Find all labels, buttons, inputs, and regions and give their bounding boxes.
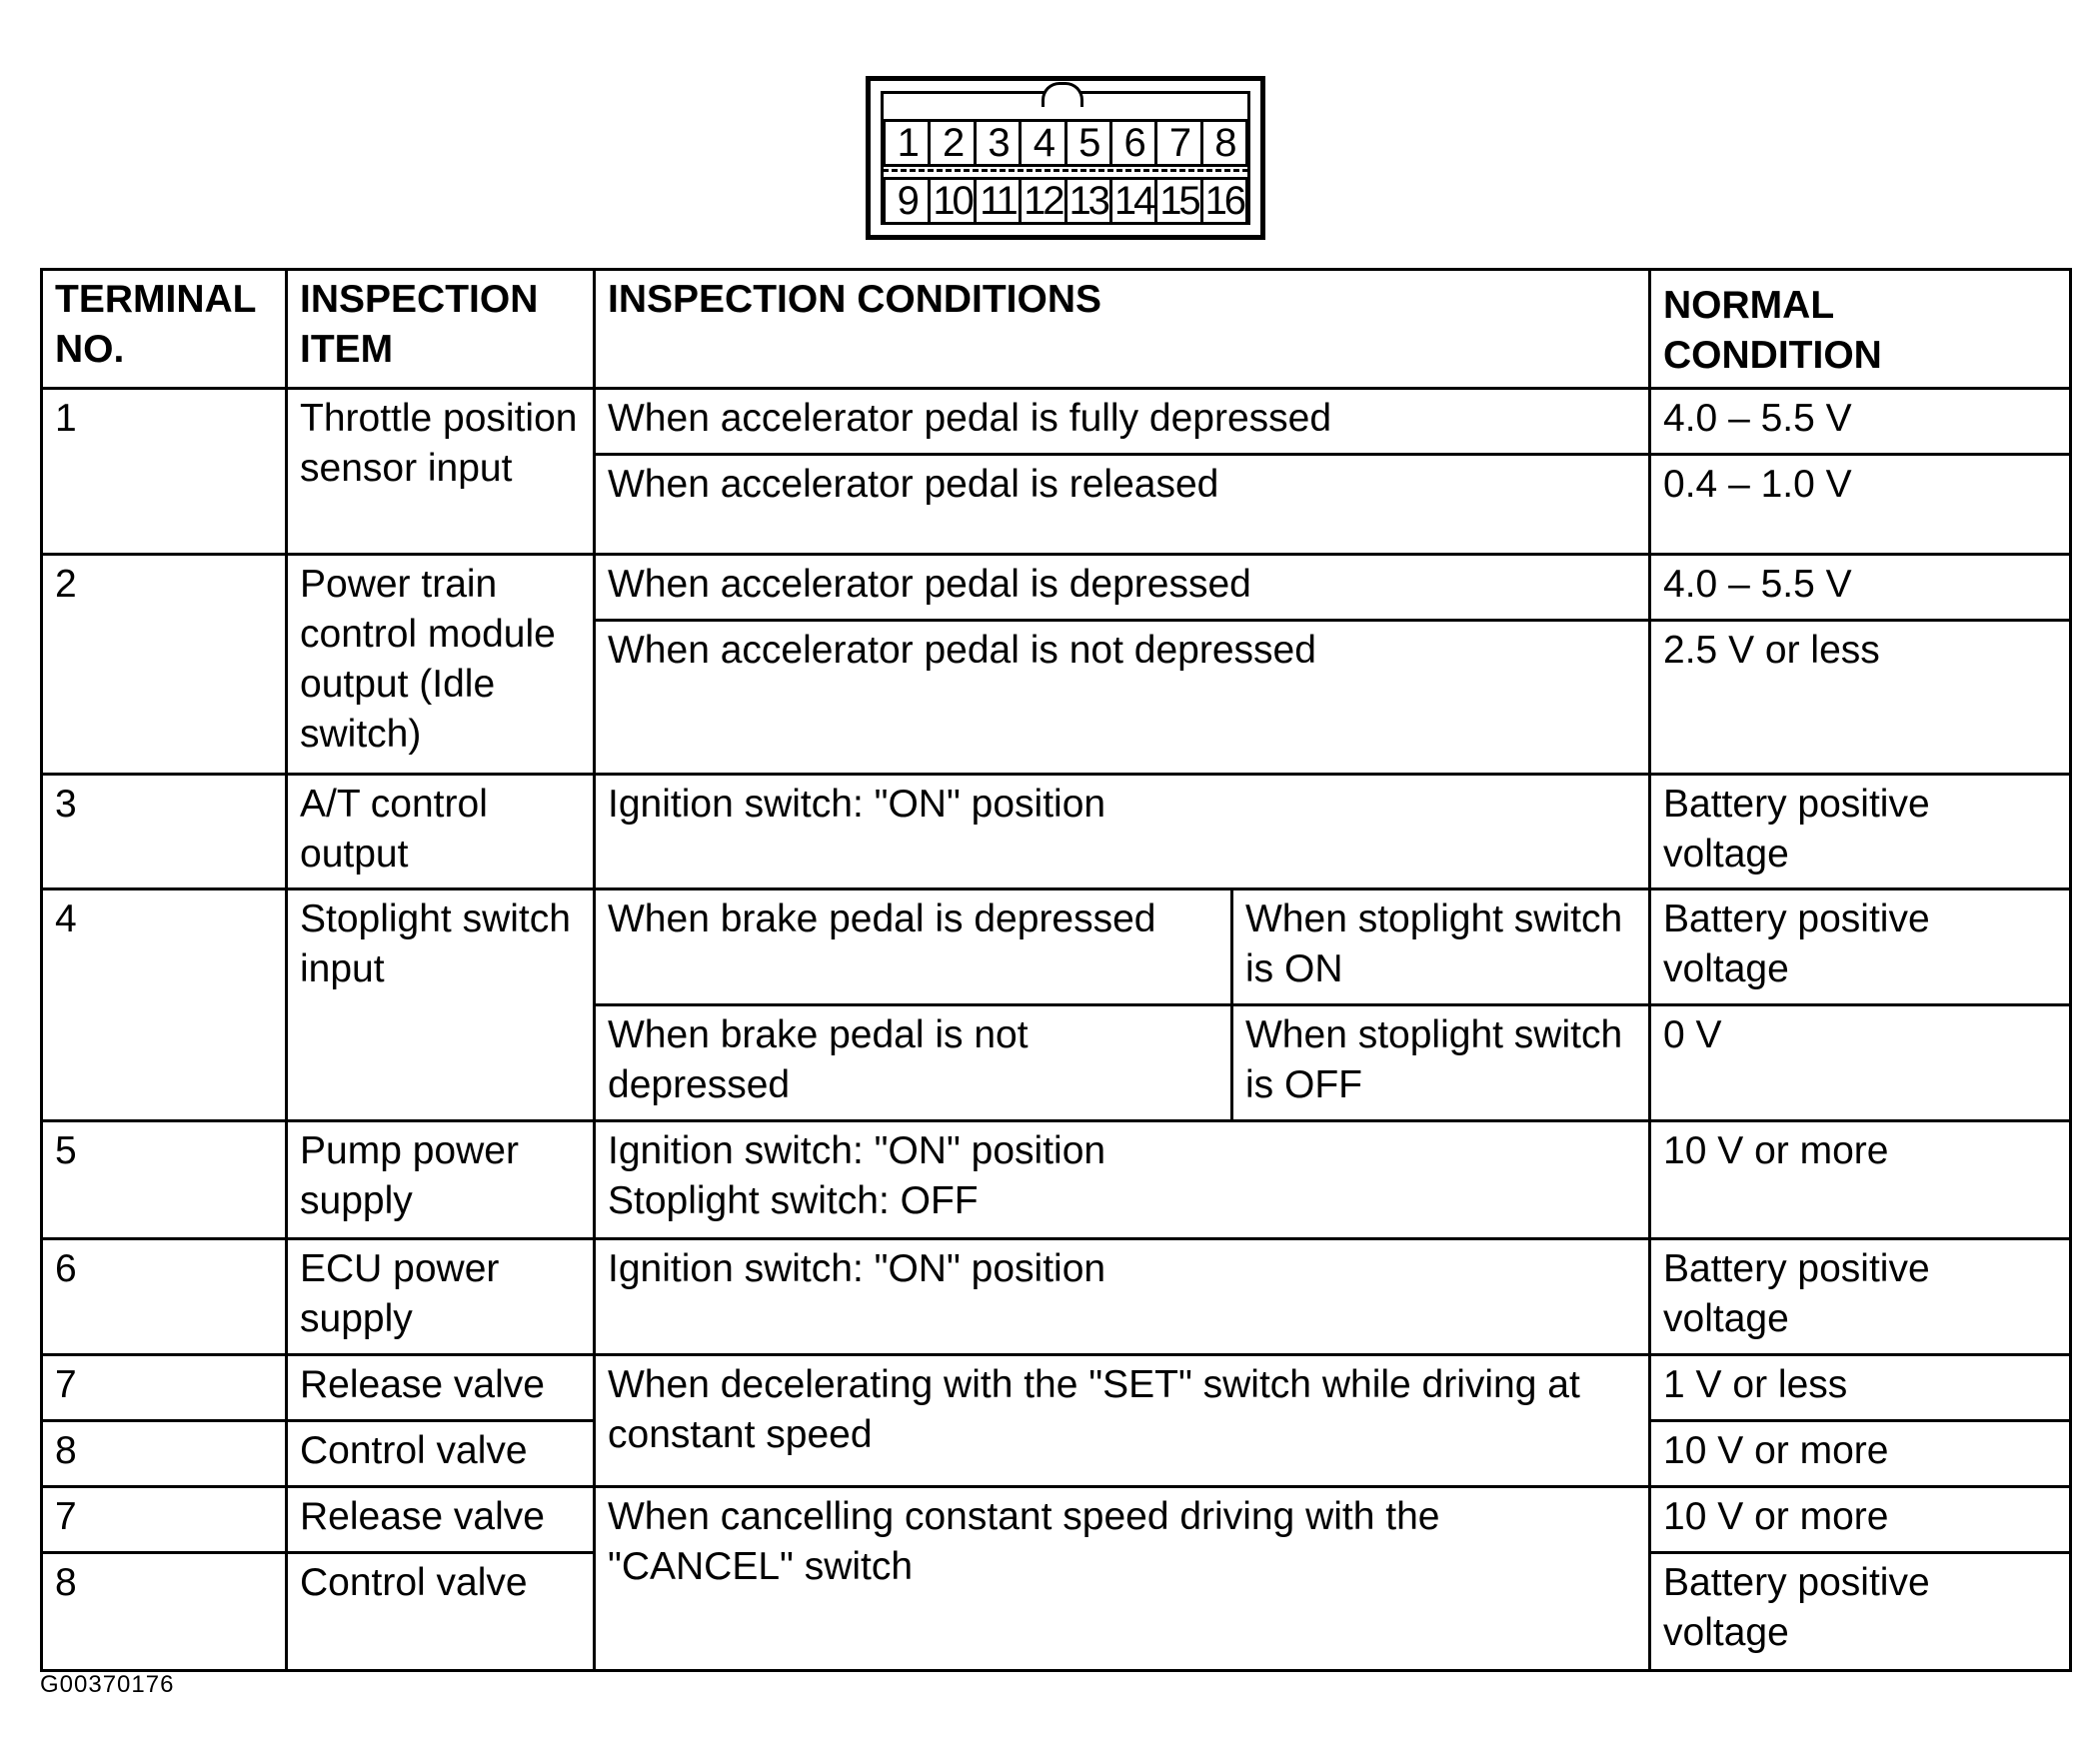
pin: 7 [1154,119,1202,167]
terminal-no: 8 [42,1421,287,1487]
terminal-no: 7 [42,1487,287,1553]
table-row [42,1355,2071,1421]
connector-latch [1042,82,1083,107]
inspection-item: Pump power supply [287,1121,595,1239]
terminal-no: 7 [42,1355,287,1421]
pin: 14 [1109,177,1157,225]
normal-condition: 10 V or more [1650,1421,2071,1487]
header-row [42,270,2071,389]
header-terminal-no: TERMINAL NO. [42,270,287,389]
inspection-condition: When accelerator pedal is depressed [595,555,1650,621]
condition-line: Ignition switch: "ON" position [608,1129,1106,1172]
terminal-no: 5 [42,1121,287,1239]
terminal-no: 8 [42,1553,287,1671]
inspection-item: Power train control module output (Idle switch) [287,555,595,775]
pin: 13 [1064,177,1112,225]
table-row [42,775,2071,889]
connector-diagram [866,76,1265,240]
inspection-condition [595,1121,1650,1239]
inspection-condition: Ignition switch: "ON" position [595,1239,1650,1355]
normal-condition: 10 V or more [1650,1121,2071,1239]
connector-row-divider [883,169,1248,172]
table-row [42,1239,2071,1355]
normal-condition: 4.0 – 5.5 V [1650,389,2071,455]
terminal-no: 4 [42,889,287,1121]
inspection-condition: When decelerating with the "SET" switch while driving at constant speed [595,1355,1650,1487]
normal-condition: Battery positive voltage [1650,775,2071,889]
inspection-item: Release valve [287,1487,595,1553]
table-row [42,389,2071,455]
terminal-no: 6 [42,1239,287,1355]
pin: 16 [1200,177,1248,225]
header-normal-condition: NORMAL CONDITION [1650,270,2071,389]
connector-bottom-row [883,177,1248,225]
terminal-no: 2 [42,555,287,775]
normal-condition: Battery positive voltage [1650,1553,2071,1671]
header-inspection-conditions: INSPECTION CONDITIONS [595,270,1650,389]
inspection-item: Control valve [287,1421,595,1487]
pin: 11 [974,177,1022,225]
normal-condition: 4.0 – 5.5 V [1650,555,2071,621]
inspection-condition: When brake pedal is depressed [595,889,1232,1005]
inspection-table [40,268,2072,1672]
inspection-sub-condition: When stoplight switch is ON [1232,889,1650,1005]
inspection-item: ECU power supply [287,1239,595,1355]
table-row [42,1487,2071,1553]
terminal-no: 3 [42,775,287,889]
normal-condition: 2.5 V or less [1650,621,2071,775]
inspection-condition: When cancelling constant speed driving with the "CANCEL" switch [595,1487,1650,1671]
terminal-no: 1 [42,389,287,555]
pin: 3 [974,119,1022,167]
normal-condition: 0.4 – 1.0 V [1650,455,2071,555]
pin: 10 [928,177,976,225]
inspection-condition: When accelerator pedal is fully depressed [595,389,1650,455]
table-row [42,889,2071,1005]
connector-top-row [883,119,1248,167]
inspection-item: A/T control output [287,775,595,889]
inspection-condition: When accelerator pedal is released [595,455,1650,555]
inspection-item: Stoplight switch input [287,889,595,1121]
inspection-condition: Ignition switch: "ON" position [595,775,1650,889]
pin: 6 [1109,119,1157,167]
header-inspection-item: INSPECTION ITEM [287,270,595,389]
inspection-sub-condition: When stoplight switch is OFF [1232,1005,1650,1121]
normal-condition: Battery positive voltage [1650,1239,2071,1355]
pin: 9 [883,177,931,225]
inspection-item: Throttle position sensor input [287,389,595,555]
pin: 5 [1064,119,1112,167]
table-row [42,1121,2071,1239]
pin: 15 [1154,177,1202,225]
pin: 1 [883,119,931,167]
inspection-condition: When accelerator pedal is not depressed [595,621,1650,775]
normal-condition: 1 V or less [1650,1355,2071,1421]
normal-condition: 0 V [1650,1005,2071,1121]
pin: 2 [928,119,976,167]
inspection-condition: When brake pedal is not depressed [595,1005,1232,1121]
inspection-item: Release valve [287,1355,595,1421]
normal-condition: Battery positive voltage [1650,889,2071,1005]
table-row [42,555,2071,621]
pin: 12 [1019,177,1066,225]
pin: 8 [1200,119,1248,167]
inspection-item: Control valve [287,1553,595,1671]
normal-condition: 10 V or more [1650,1487,2071,1553]
condition-line: Stoplight switch: OFF [608,1179,979,1222]
pin: 4 [1019,119,1066,167]
figure-code: G00370176 [40,1671,175,1698]
